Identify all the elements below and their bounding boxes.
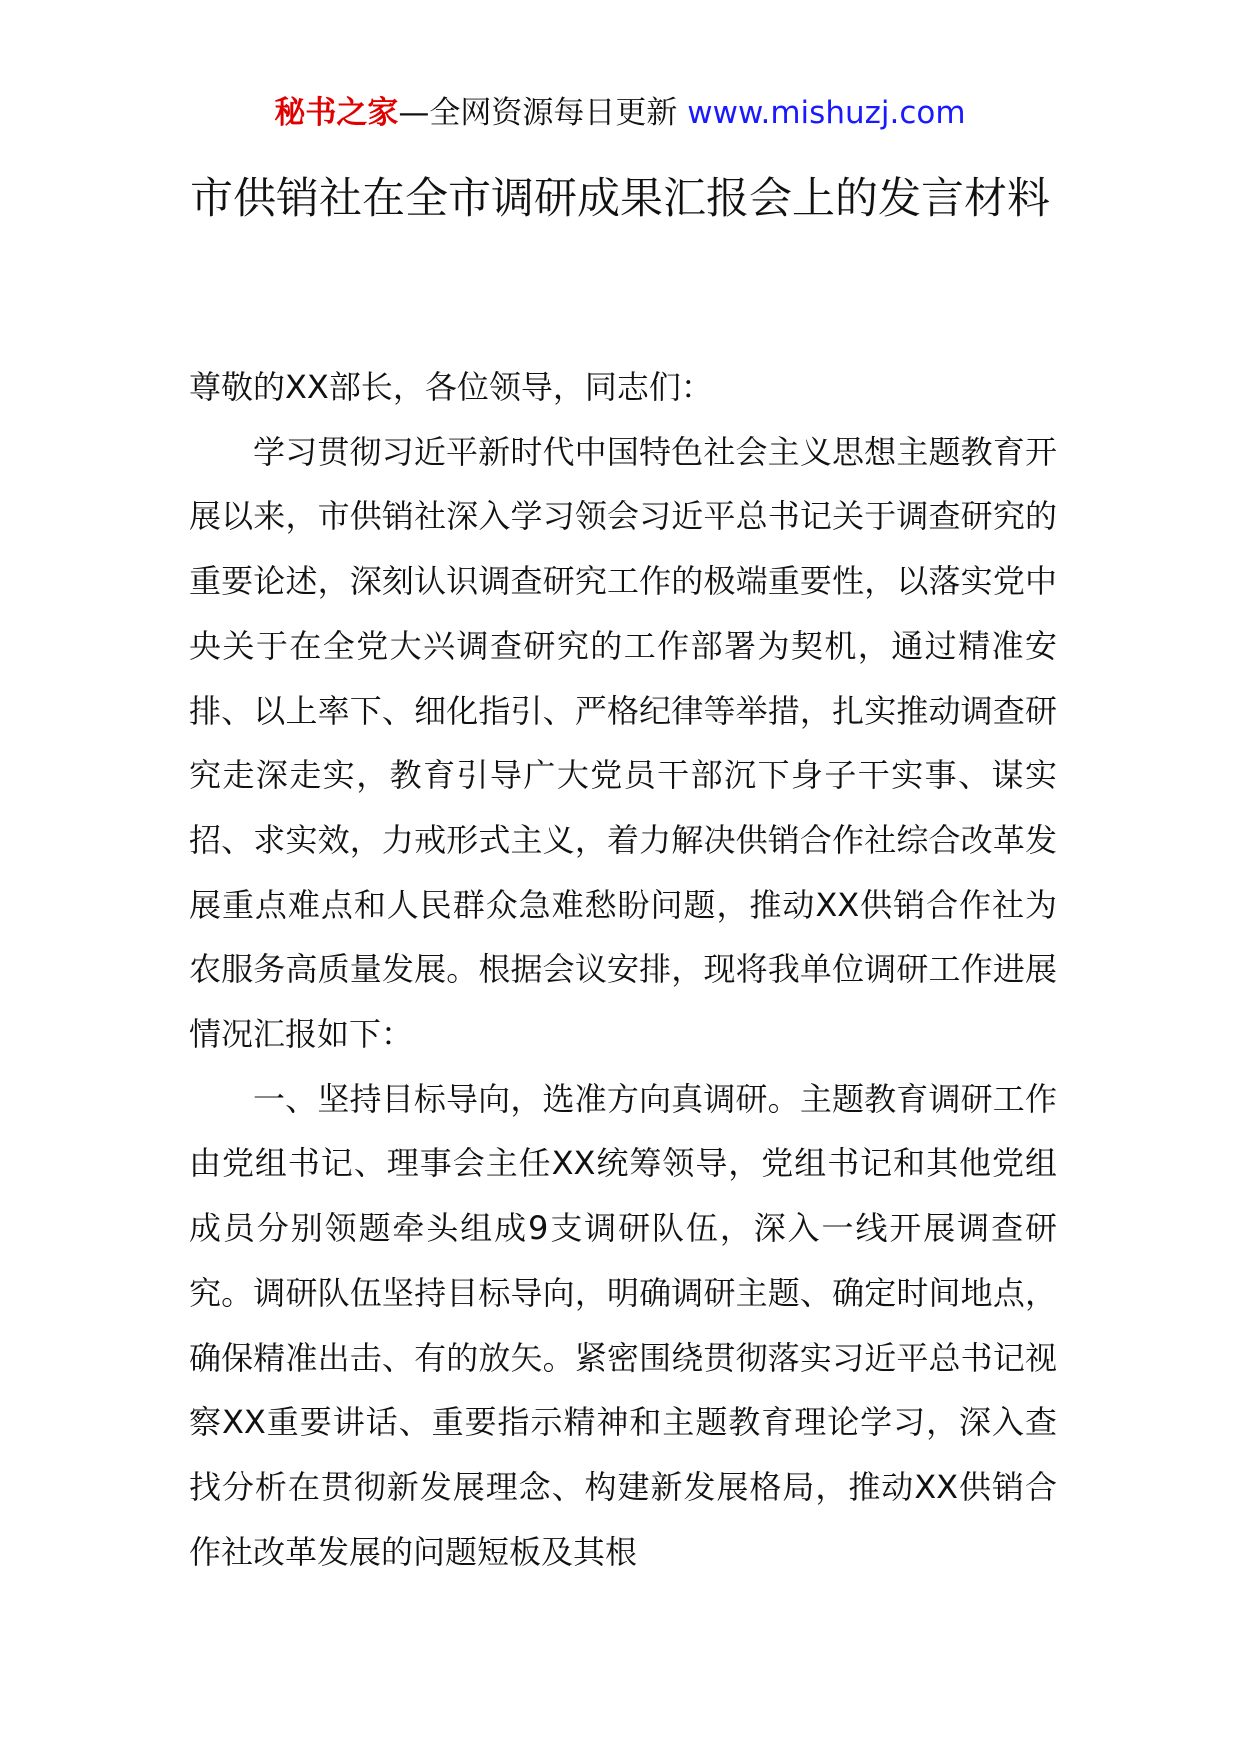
paragraph-intro: 学习贯彻习近平新时代中国特色社会主义思想主题教育开展以来，市供销社深入学习领会习近平总书记关于调查研究的重要论述，深刻认识调查研究工作的极端重要性，以落实党中央关于在全党大兴调查研究的工作部署为契机，通过精准安排、以上率下、细化指引、严格纪律等举措，扎实推动调查研究走深走实，教育引导广大党员干部沉下身子干实事、谋实招、求实效，力戒形式主义，着力解决供销合作社综合改革发展重点难点和人民群众急难愁盼问题，推动XX供销合作社为农服务高质量发展。根据会议安排，现将我单位调研工作进展情况汇报如下： xyxy=(189,432,1057,1054)
section-1-text: 主题教育调研工作由党组书记、理事会主任XX统筹领导，党组书记和其他党组成员分别领题牵头组成9支调研队伍，深入一线开展调查研究。调研队伍坚持目标导向，明确调研主题、确定时间地点，确保精准出击、有的放矢。紧密围绕贯彻落实习近平总书记视察XX重要讲话、重要指示精神和主题教育理论学习，深入查找分析在贯彻新发展理念、构建新发展格局，推动XX供销合作社改革发展的问题短板及其根 xyxy=(189,1079,1057,1571)
section-1-heading: 一、坚持目标导向，选准方向真调研。 xyxy=(253,1079,800,1118)
header-slogan: —全网资源每日更新 xyxy=(398,95,688,131)
document-body xyxy=(189,355,1057,1584)
paragraph-section-1 xyxy=(189,1067,1057,1585)
site-header xyxy=(0,93,1240,133)
document-title: 市供销社在全市调研成果汇报会上的发言材料 xyxy=(190,174,1050,224)
brand-name: 秘书之家 xyxy=(274,95,399,131)
salutation: 尊敬的XX部长，各位领导，同志们： xyxy=(189,368,713,406)
website-link[interactable]: www.mishuzj.com xyxy=(687,95,966,131)
